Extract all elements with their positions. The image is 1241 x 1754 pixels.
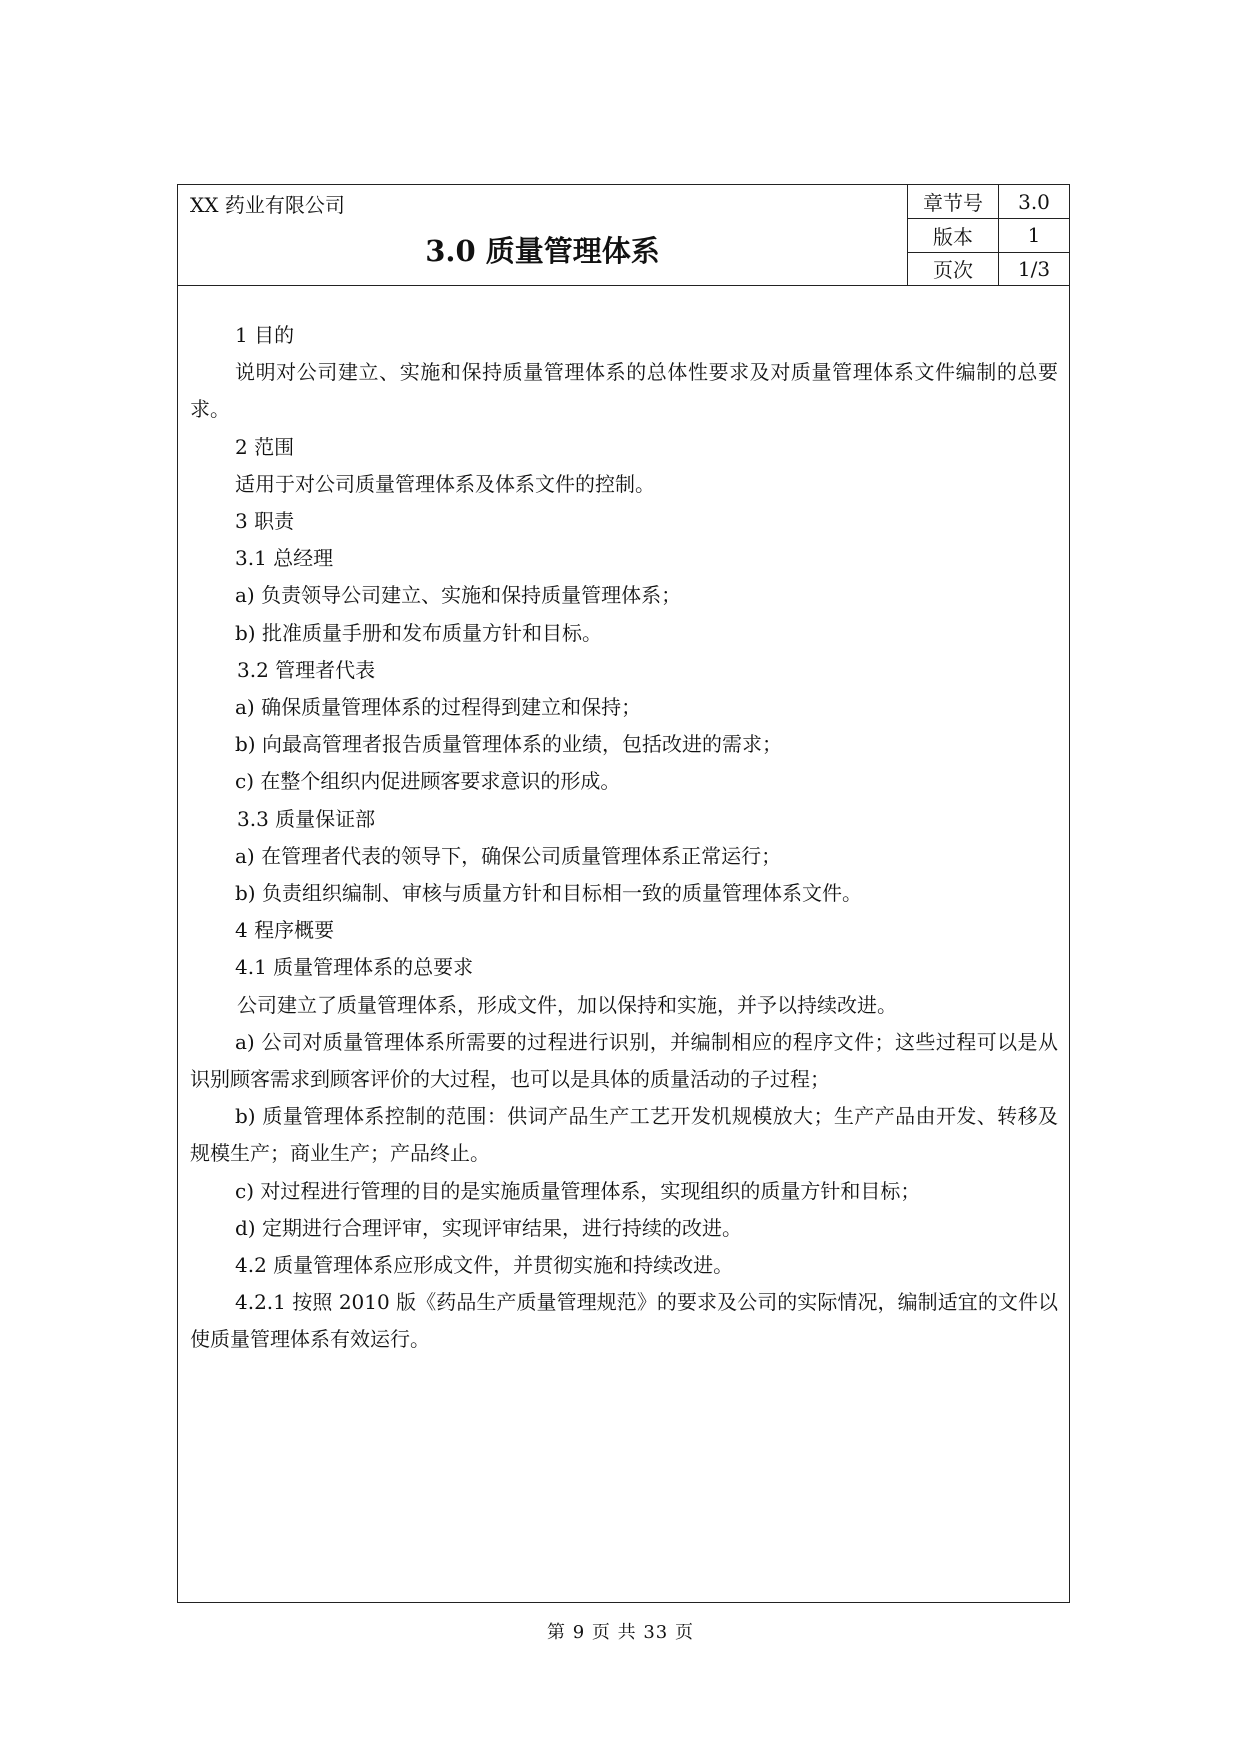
section-heading: 2 范围: [235, 434, 295, 459]
document-header: [178, 185, 1069, 286]
meta-label: 章节号: [908, 185, 999, 218]
paragraph: 公司建立了质量管理体系，形成文件，加以保持和实施，并予以持续改进。: [237, 992, 897, 1017]
list-item: a) 确保质量管理体系的过程得到建立和保持；: [235, 695, 642, 720]
list-item: b) 质量管理体系控制的范围：供词产品生产工艺开发机规模放大；生产产品由开发、转移及规模生产；商业生产；产品终止。: [190, 1104, 1058, 1166]
paragraph: 适用于对公司质量管理体系及体系文件的控制。: [235, 471, 655, 496]
subsection-heading: 4.2 质量管理体系应形成文件，并贯彻实施和持续改进。: [235, 1253, 734, 1278]
paragraph: 说明对公司建立、实施和保持质量管理体系的总体性要求及对质量管理体系文件编制的总要求。: [190, 360, 1058, 422]
paragraph: 4.2.1 按照 2010 版《药品生产质量管理规范》的要求及公司的实际情况，编制适宜的文件以使质量管理体系有效运行。: [190, 1290, 1058, 1352]
meta-label: 版本: [908, 219, 999, 251]
section-heading: 4 程序概要: [235, 918, 335, 943]
list-item: a) 公司对质量管理体系所需要的过程进行识别，并编制相应的程序文件；这些过程可以是从识别顾客需求到顾客评价的大过程，也可以是具体的质量活动的子过程；: [190, 1029, 1058, 1092]
meta-value: 1/3: [1017, 256, 1051, 281]
company-name: XX 药业有限公司: [190, 193, 345, 217]
list-item: a) 在管理者代表的领导下，确保公司质量管理体系正常运行；: [235, 843, 782, 868]
document-meta-table: [907, 185, 1069, 285]
list-item: b) 向最高管理者报告质量管理体系的业绩，包括改进的需求；: [235, 732, 782, 757]
list-item: c) 对过程进行管理的目的是实施质量管理体系，实现组织的质量方针和目标；: [235, 1178, 921, 1203]
list-item: a) 负责领导公司建立、实施和保持质量管理体系；: [235, 583, 682, 608]
document-frame: [177, 184, 1070, 1603]
document-title: 3.0 质量管理体系: [425, 234, 660, 268]
list-item: d) 定期进行合理评审，实现评审结果，进行持续的改进。: [235, 1215, 742, 1240]
list-item: b) 批准质量手册和发布质量方针和目标。: [235, 620, 602, 645]
page-footer: 第 9 页 共 33 页: [547, 1622, 694, 1643]
list-item: c) 在整个组织内促进顾客要求意识的形成。: [235, 769, 621, 794]
meta-row-section: [908, 185, 1069, 218]
subsection-heading: 3.3 质量保证部: [237, 806, 376, 831]
meta-label: 页次: [908, 253, 999, 285]
subsection-heading: 3.1 总经理: [235, 546, 334, 571]
section-heading: 1 目的: [235, 323, 295, 347]
meta-row-version: [908, 218, 1069, 251]
subsection-heading: 3.2 管理者代表: [237, 657, 376, 682]
subsection-heading: 4.1 质量管理体系的总要求: [235, 955, 474, 980]
meta-value: 1: [1027, 223, 1041, 248]
section-heading: 3 职责: [235, 509, 295, 534]
document-body: [190, 317, 1058, 1359]
list-item: b) 负责组织编制、审核与质量方针和目标相一致的质量管理体系文件。: [235, 881, 862, 906]
meta-row-page: [908, 252, 1069, 285]
meta-value: 3.0: [1018, 189, 1050, 214]
